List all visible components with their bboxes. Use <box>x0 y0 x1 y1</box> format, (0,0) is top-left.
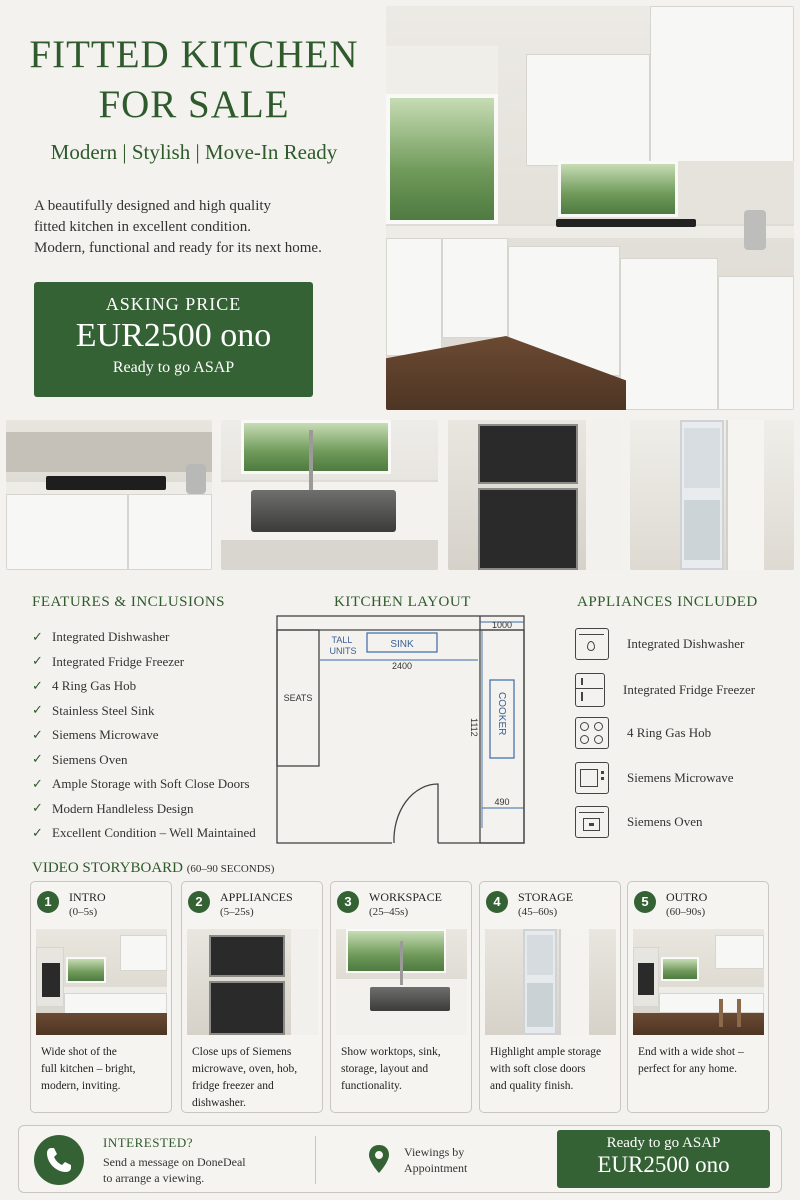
card-title: STORAGE <box>518 890 574 904</box>
dim-1000: 1000 <box>491 620 513 630</box>
features-title: FEATURES & INCLUSIONS <box>32 594 226 610</box>
check-icon: ✓ <box>32 776 43 792</box>
cooker-label: COOKER <box>496 692 507 736</box>
sink-photo <box>221 420 438 570</box>
card-description: Wide shot of the full kitchen – bright, modern, inviting. <box>41 1046 136 1092</box>
step-number: 2 <box>188 891 210 913</box>
desc-line: Modern, functional and ready for its next home. <box>34 240 322 256</box>
phone-icon[interactable] <box>34 1135 84 1185</box>
list-item: Integrated Fridge Freezer <box>575 673 795 707</box>
fridge-photo <box>630 420 794 570</box>
card-image <box>336 929 467 1035</box>
dim-2400: 2400 <box>391 661 413 671</box>
storyboard-title: VIDEO STORYBOARD (60–90 SECONDS) <box>32 860 275 876</box>
list-item: ✓ Siemens Oven <box>32 751 128 768</box>
title-line-2: FOR SALE <box>98 83 290 126</box>
card-title: APPLIANCES <box>220 890 293 904</box>
step-number: 4 <box>486 891 508 913</box>
list-item: ✓ Stainless Steel Sink <box>32 702 155 719</box>
contact-message: Send a message on DoneDeal to arrange a viewing. <box>103 1155 246 1185</box>
contact-footer <box>18 1125 782 1193</box>
card-time: (45–60s) <box>518 906 558 918</box>
viewings-text: Viewings by Appointment <box>404 1145 468 1175</box>
microwave-icon <box>575 762 609 794</box>
door-swing <box>394 784 438 843</box>
list-item: ✓ Excellent Condition – Well Maintained <box>32 825 256 841</box>
divider <box>315 1136 316 1184</box>
ready-text: Ready to go ASAP <box>112 359 235 376</box>
list-item: Siemens Oven <box>575 806 795 838</box>
list-item: ✓ Integrated Fridge Freezer <box>32 653 185 670</box>
step-number: 5 <box>634 891 656 913</box>
card-image <box>187 929 318 1035</box>
dishwasher-icon <box>575 628 609 660</box>
card-image <box>633 929 764 1035</box>
card-time: (25–45s) <box>369 906 409 918</box>
main-kitchen-photo <box>386 6 794 410</box>
page-title <box>14 30 374 130</box>
hero-subtitle: Modern | Stylish | Move-In Ready <box>50 140 338 164</box>
card-image <box>485 929 616 1035</box>
check-icon: ✓ <box>32 752 43 768</box>
features-list <box>32 625 256 846</box>
card-image <box>36 929 167 1035</box>
storyboard-card-outro <box>627 881 769 1113</box>
step-number: 1 <box>37 891 59 913</box>
dim-490: 490 <box>494 797 510 807</box>
oven-icon <box>575 806 609 838</box>
appliances-title: APPLIANCES INCLUDED <box>577 594 758 610</box>
card-description: Highlight ample storage with soft close doors and quality finish. <box>490 1046 602 1092</box>
right-counter <box>480 630 524 843</box>
card-time: (60–90s) <box>666 906 706 918</box>
hob-icon <box>575 717 609 749</box>
check-icon: ✓ <box>32 825 43 841</box>
footer-ready-text: Ready to go ASAP <box>606 1135 721 1151</box>
title-line-1: FITTED KITCHEN <box>29 33 359 76</box>
check-icon: ✓ <box>32 654 43 670</box>
price-label: ASKING PRICE <box>105 294 242 314</box>
sink-label: SINK <box>390 639 414 650</box>
card-description: Close ups of Siemens microwave, oven, hob, fridge freezer and dishwasher. <box>192 1046 298 1109</box>
layout-title: KITCHEN LAYOUT <box>334 594 471 610</box>
card-title: WORKSPACE <box>369 890 442 904</box>
footer-price: EUR2500 ono <box>597 1152 730 1177</box>
card-description: End with a wide shot – perfect for any home. <box>638 1046 744 1075</box>
step-number: 3 <box>337 891 359 913</box>
price-amount: EUR2500 ono <box>75 317 272 354</box>
card-time: (5–25s) <box>220 906 254 918</box>
location-pin-icon <box>367 1144 391 1174</box>
list-item: ✓ Siemens Microwave <box>32 727 159 743</box>
list-item: 4 Ring Gas Hob <box>575 717 795 749</box>
desc-line: fitted kitchen in excellent condition. <box>34 219 252 235</box>
list-item: ✓ Integrated Dishwasher <box>32 629 170 645</box>
asking-price-box <box>34 282 313 397</box>
card-title: OUTRO <box>666 890 708 904</box>
oven-photo <box>448 420 620 570</box>
fridge-icon <box>575 673 605 707</box>
hob-photo <box>6 420 212 570</box>
footer-price-box <box>557 1130 770 1188</box>
storyboard-card-intro <box>30 881 172 1113</box>
seats-label: SEATS <box>283 693 313 703</box>
hero-section <box>0 0 800 415</box>
tall-units-label: TALL UNITS <box>329 635 357 656</box>
desc-line: A beautifully designed and high quality <box>34 198 272 214</box>
storyboard-card-workspace <box>330 881 472 1113</box>
check-icon: ✓ <box>32 629 43 645</box>
list-item: ✓ Modern Handleless Design <box>32 800 194 817</box>
check-icon: ✓ <box>32 727 43 743</box>
card-time: (0–5s) <box>69 906 98 918</box>
check-icon: ✓ <box>32 801 43 817</box>
card-description: Show worktops, sink, storage, layout and functionality. <box>341 1046 441 1092</box>
card-title: INTRO <box>69 890 106 904</box>
list-item: ✓ Ample Storage with Soft Close Doors <box>32 776 250 792</box>
interested-heading: INTERESTED? <box>103 1135 193 1150</box>
storyboard-card-storage <box>479 881 621 1113</box>
list-item: Siemens Microwave <box>575 762 795 794</box>
check-icon: ✓ <box>32 678 43 694</box>
check-icon: ✓ <box>32 703 43 719</box>
storyboard-card-appliances <box>181 881 323 1113</box>
storyboard-duration: (60–90 SECONDS) <box>186 863 275 875</box>
dim-1112: 1112 <box>469 718 479 737</box>
list-item: ✓ 4 Ring Gas Hob <box>32 678 137 694</box>
kitchen-layout-diagram <box>270 612 532 848</box>
list-item: Integrated Dishwasher <box>575 628 795 660</box>
hero-description <box>34 196 374 259</box>
